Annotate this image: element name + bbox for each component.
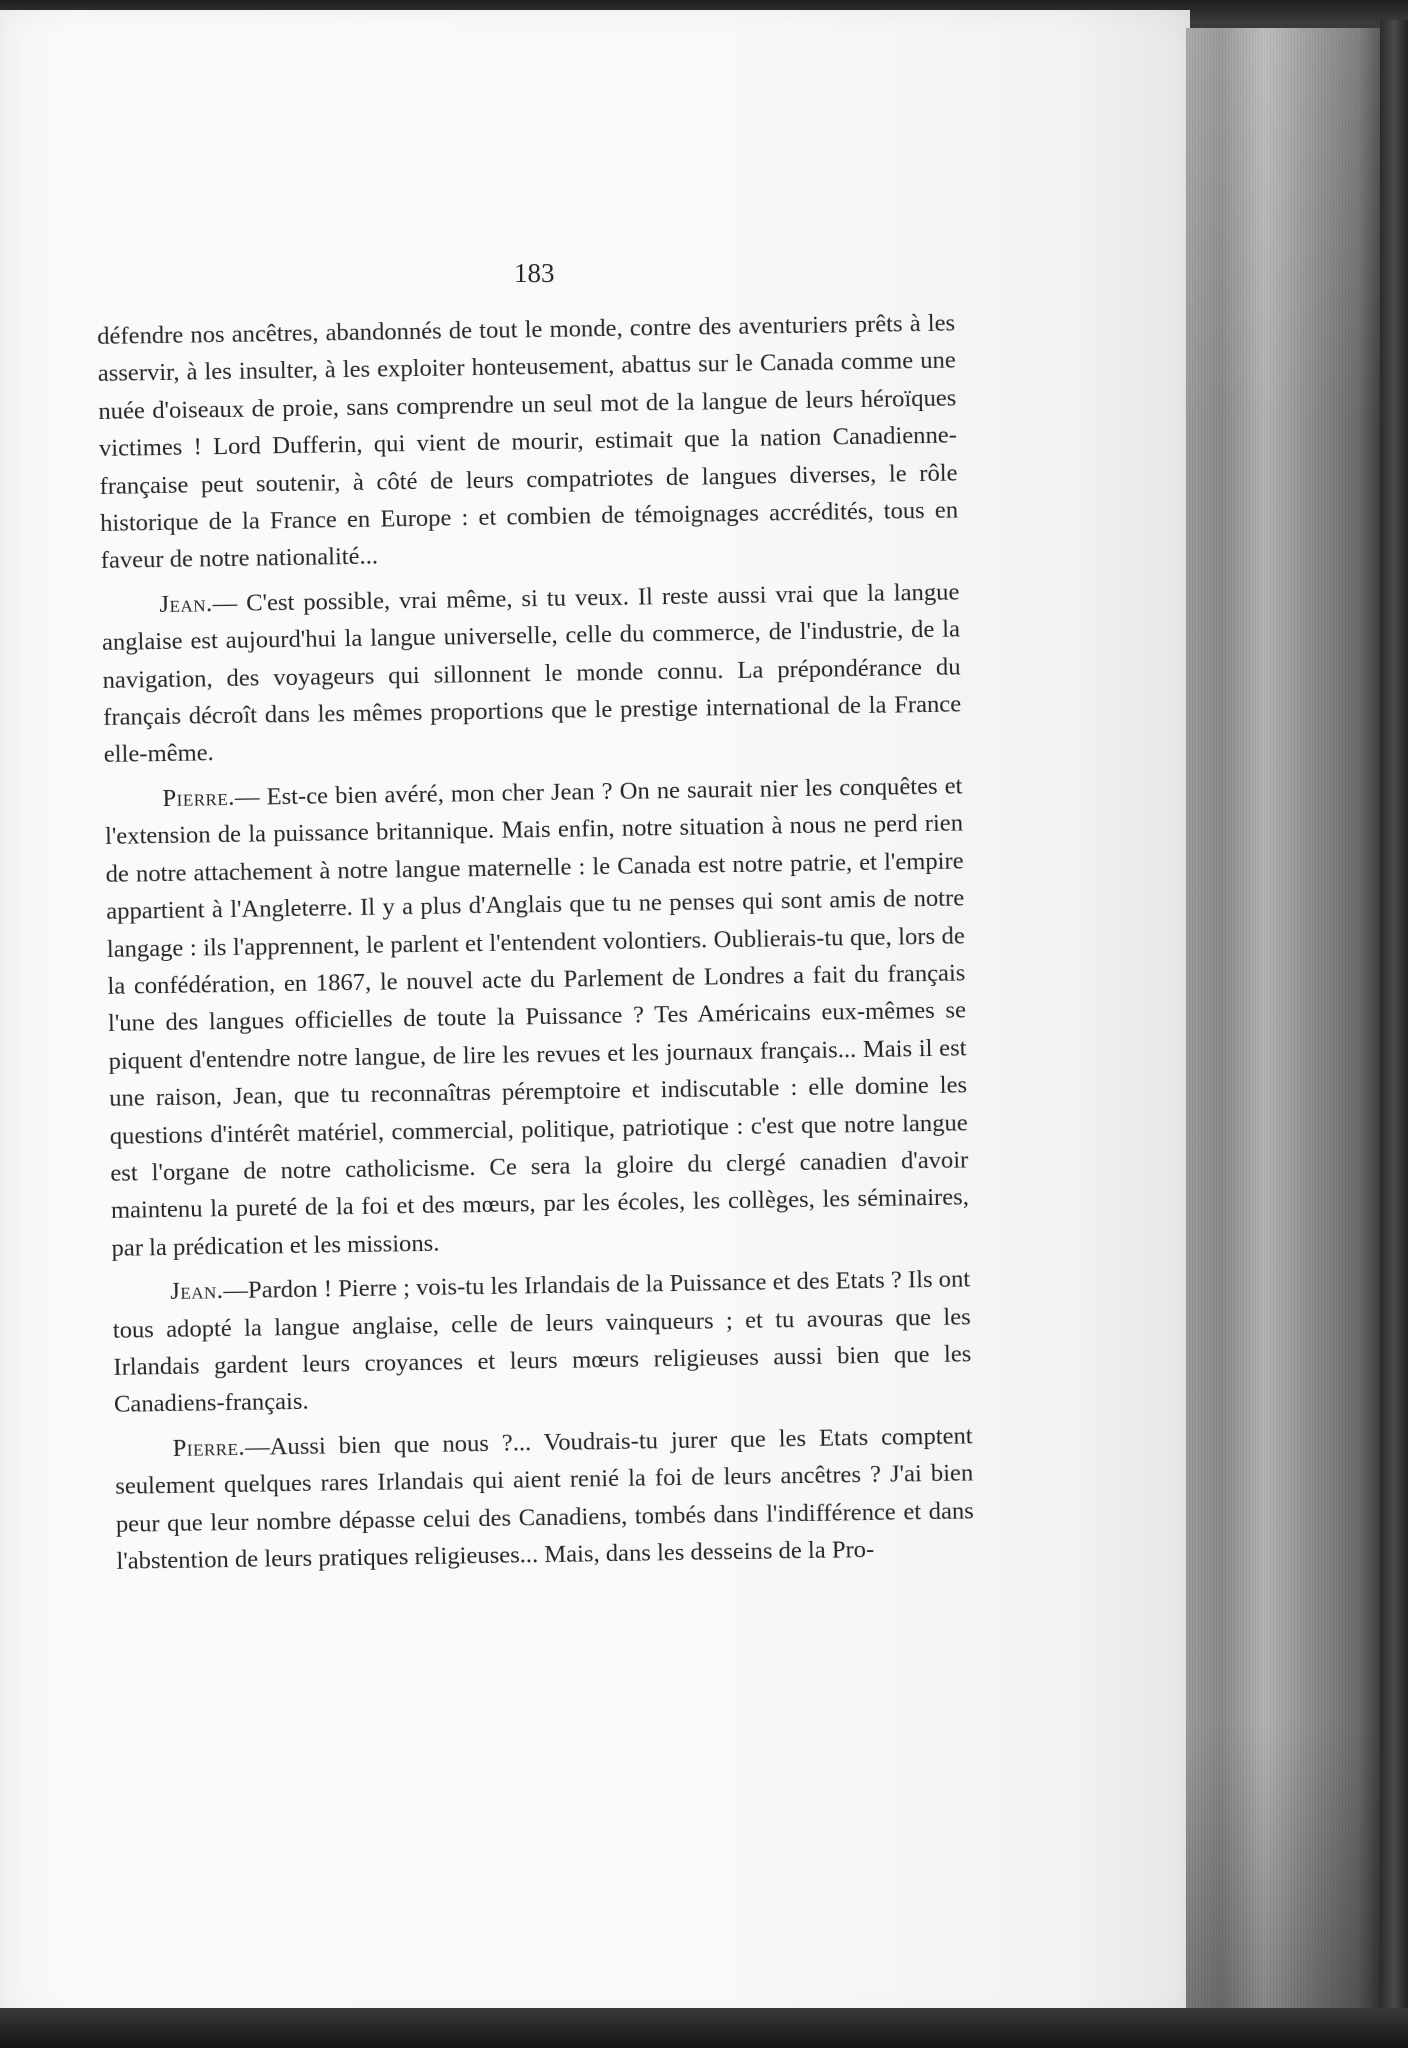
speaker-name: Pierre.	[162, 783, 236, 812]
book-page-edges	[1186, 28, 1382, 2018]
speaker-name: Jean.	[170, 1277, 224, 1306]
paragraph-1	[97, 305, 959, 580]
paragraph-4	[112, 1261, 972, 1424]
scanner-frame-bottom	[0, 2008, 1408, 2048]
page-number: 183	[514, 258, 555, 288]
paragraph-text: —Aussi bien que nous ?... Voudrais-tu jurer que les Etats comptent seulement quelques rares Irlandais qui aient renié la foi de leurs ancêtres ? J'ai bien peur que leur nombre dépasse celui des Canadiens, tombés dans l'indifférence et dans l'abstention de leurs pratiques religieuses... Mais, dans les desseins de la Pro-	[115, 1422, 974, 1575]
paragraph-text: — C'est possible, vrai même, si tu veux. Il reste aussi vrai que la langue anglaise est aujourd'hui la langue universelle, celle du commerce, de l'industrie, de la navigation, des voyageurs qui sillonnent le monde connu. La prépondérance du français décroît dans les mêmes proportions que le prestige international de la France elle-même.	[101, 578, 962, 769]
book-page	[0, 10, 1190, 2020]
paragraph-text: défendre nos ancêtres, abandonnés de tout le monde, contre des aventuriers prêts à les asservir, à les insulter, à les exploiter honteusement, abattus sur le Canada comme une nuée d'oiseaux de proie, sans comprendre un seul mot de la langue de leurs héroïques victimes ! Lord Dufferin, qui vient de mourir, estimait que la nation Canadienne-française peut soutenir, à côté de leurs compatriotes de langues diverses, le rôle historique de la France en Europe : et combien de témoignages accrédités, tous en faveur de notre nationalité...	[97, 309, 959, 575]
paragraph-5	[114, 1417, 974, 1580]
page-text-block	[96, 245, 975, 1581]
paragraph-3	[104, 767, 970, 1267]
speaker-name: Pierre.	[172, 1433, 246, 1462]
book-cover-edge	[1380, 20, 1408, 2020]
paragraph-text: —Pardon ! Pierre ; vois-tu les Irlandais de la Puissance et des Etats ? Ils ont tous adopté la langue anglaise, celle de leurs vainqueurs ; et tu avouras que les Irlandais gardent leurs croyances et leurs mœurs religieuses aussi bien que les Canadiens-français.	[112, 1265, 972, 1419]
speaker-name: Jean.	[159, 590, 213, 618]
paragraph-2	[101, 573, 962, 773]
paragraph-text: — Est-ce bien avéré, mon cher Jean ? On ne saurait nier les conquêtes et l'extension de la puissance britannique. Mais enfin, notre situation à nous ne perd rien de notre attachement à notre langue maternelle : le Canada est notre patrie, et l'empire appartient à l'Angleterre. Il y a plus d'Anglais que tu ne penses qui sont amis de notre langage : ils l'apprennent, le parlent et l'entendent volontiers. Oublierais-tu que, lors de la confédération, en 1867, le nouvel acte du Parlement de Londres a fait du français l'une des langues officielles de toute la Puissance ? Tes Américains eux-mêmes se piquent d'entendre notre langue, de lire les revues et les journaux français... Mais il est une raison, Jean, que tu reconnaîtras péremptoire et indiscutable : elle domine les questions d'intérêt matériel, commercial, politique, patriotique : c'est que notre langue est l'organe de notre catholicisme. Ce sera la gloire du clergé canadien d'avoir maintenu la pureté de la foi et des mœurs, par les écoles, les collèges, les séminaires, par la prédication et les missions.	[104, 772, 970, 1262]
